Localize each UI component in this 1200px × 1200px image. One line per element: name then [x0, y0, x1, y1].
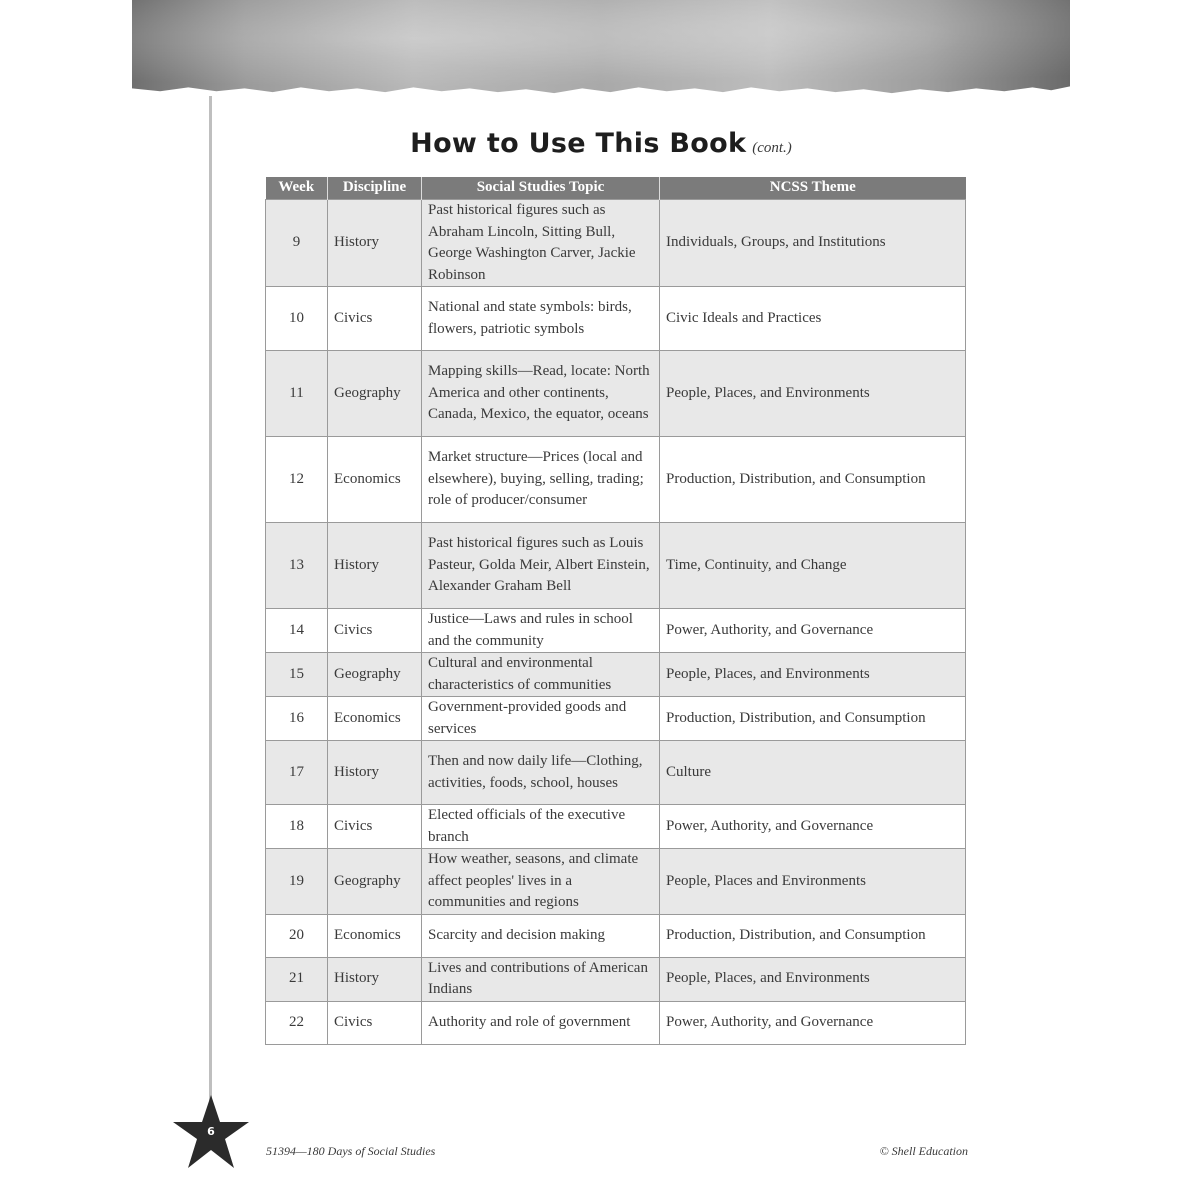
cell-topic: Past historical figures such as Abraham Lincoln, Sitting Bull, George Washington Carver, Jackie Robinson	[422, 200, 660, 287]
cell-theme: Production, Distribution, and Consumption	[660, 914, 966, 957]
cell-week: 21	[266, 957, 328, 1001]
cell-week: 15	[266, 653, 328, 697]
topics-table	[265, 177, 966, 1045]
cell-discipline: Economics	[328, 914, 422, 957]
cell-discipline: Economics	[328, 697, 422, 741]
cell-topic: Cultural and environmental characteristics of communities	[422, 653, 660, 697]
table-row	[266, 741, 966, 805]
page-number: 6	[207, 1125, 215, 1138]
header-banner	[132, 0, 1070, 96]
cell-week: 22	[266, 1001, 328, 1044]
table-row	[266, 957, 966, 1001]
column-header-discipline: Discipline	[328, 177, 422, 200]
cell-topic: Market structure—Prices (local and elsewhere), buying, selling, trading; role of producer/consumer	[422, 437, 660, 523]
cell-discipline: Civics	[328, 287, 422, 351]
cell-theme: People, Places, and Environments	[660, 957, 966, 1001]
column-header-theme: NCSS Theme	[660, 177, 966, 200]
table-row	[266, 609, 966, 653]
column-header-week: Week	[266, 177, 328, 200]
cell-topic: Past historical figures such as Louis Pasteur, Golda Meir, Albert Einstein, Alexander Graham Bell	[422, 523, 660, 609]
page-title-text: How to Use This Book	[410, 128, 747, 159]
cell-theme: Culture	[660, 741, 966, 805]
cell-topic: Government-provided goods and services	[422, 697, 660, 741]
cell-theme: Power, Authority, and Governance	[660, 609, 966, 653]
cell-week: 16	[266, 697, 328, 741]
cell-discipline: Geography	[328, 351, 422, 437]
cell-theme: People, Places and Environments	[660, 849, 966, 915]
cell-theme: Civic Ideals and Practices	[660, 287, 966, 351]
page-title	[132, 128, 1070, 159]
cell-discipline: Geography	[328, 653, 422, 697]
cell-week: 13	[266, 523, 328, 609]
cell-week: 14	[266, 609, 328, 653]
cell-discipline: Civics	[328, 805, 422, 849]
footer-product-code: 51394—180 Days of Social Studies	[266, 1144, 436, 1158]
cell-theme: Time, Continuity, and Change	[660, 523, 966, 609]
cell-topic: Lives and contributions of American Indians	[422, 957, 660, 1001]
cell-topic: Mapping skills—Read, locate: North America and other continents, Canada, Mexico, the equator, oceans	[422, 351, 660, 437]
cell-topic: Authority and role of government	[422, 1001, 660, 1044]
cell-discipline: History	[328, 523, 422, 609]
cell-discipline: History	[328, 957, 422, 1001]
table-row	[266, 653, 966, 697]
cell-topic: National and state symbols: birds, flowers, patriotic symbols	[422, 287, 660, 351]
cell-topic: Elected officials of the executive branch	[422, 805, 660, 849]
cell-week: 20	[266, 914, 328, 957]
column-header-topic: Social Studies Topic	[422, 177, 660, 200]
cell-week: 11	[266, 351, 328, 437]
table-body	[266, 200, 966, 1045]
table-row	[266, 1001, 966, 1044]
cell-theme: Production, Distribution, and Consumption	[660, 437, 966, 523]
table-row	[266, 351, 966, 437]
cell-topic: Justice—Laws and rules in school and the community	[422, 609, 660, 653]
cell-week: 12	[266, 437, 328, 523]
left-margin-rule	[209, 96, 212, 1106]
cell-week: 19	[266, 849, 328, 915]
cell-topic: Scarcity and decision making	[422, 914, 660, 957]
cell-topic: How weather, seasons, and climate affect peoples' lives in a communities and regions	[422, 849, 660, 915]
page-number-star	[172, 1093, 250, 1171]
cell-theme: People, Places, and Environments	[660, 653, 966, 697]
table-header-row	[266, 177, 966, 200]
table-row	[266, 437, 966, 523]
table-row	[266, 805, 966, 849]
cell-discipline: Civics	[328, 609, 422, 653]
cell-discipline: Economics	[328, 437, 422, 523]
table-row	[266, 849, 966, 915]
table-row	[266, 287, 966, 351]
table-row	[266, 523, 966, 609]
cell-theme: People, Places, and Environments	[660, 351, 966, 437]
book-page	[132, 0, 1070, 1200]
table-row	[266, 697, 966, 741]
cell-topic: Then and now daily life—Clothing, activities, foods, school, houses	[422, 741, 660, 805]
cell-theme: Production, Distribution, and Consumption	[660, 697, 966, 741]
cell-discipline: History	[328, 741, 422, 805]
cell-theme: Power, Authority, and Governance	[660, 1001, 966, 1044]
cell-theme: Power, Authority, and Governance	[660, 805, 966, 849]
cell-week: 9	[266, 200, 328, 287]
cell-week: 17	[266, 741, 328, 805]
footer-copyright: © Shell Education	[879, 1144, 968, 1158]
table-row	[266, 200, 966, 287]
cell-discipline: History	[328, 200, 422, 287]
cell-discipline: Civics	[328, 1001, 422, 1044]
table-row	[266, 914, 966, 957]
cell-discipline: Geography	[328, 849, 422, 915]
cell-week: 18	[266, 805, 328, 849]
cell-week: 10	[266, 287, 328, 351]
cell-theme: Individuals, Groups, and Institutions	[660, 200, 966, 287]
page-title-suffix: (cont.)	[752, 140, 792, 156]
